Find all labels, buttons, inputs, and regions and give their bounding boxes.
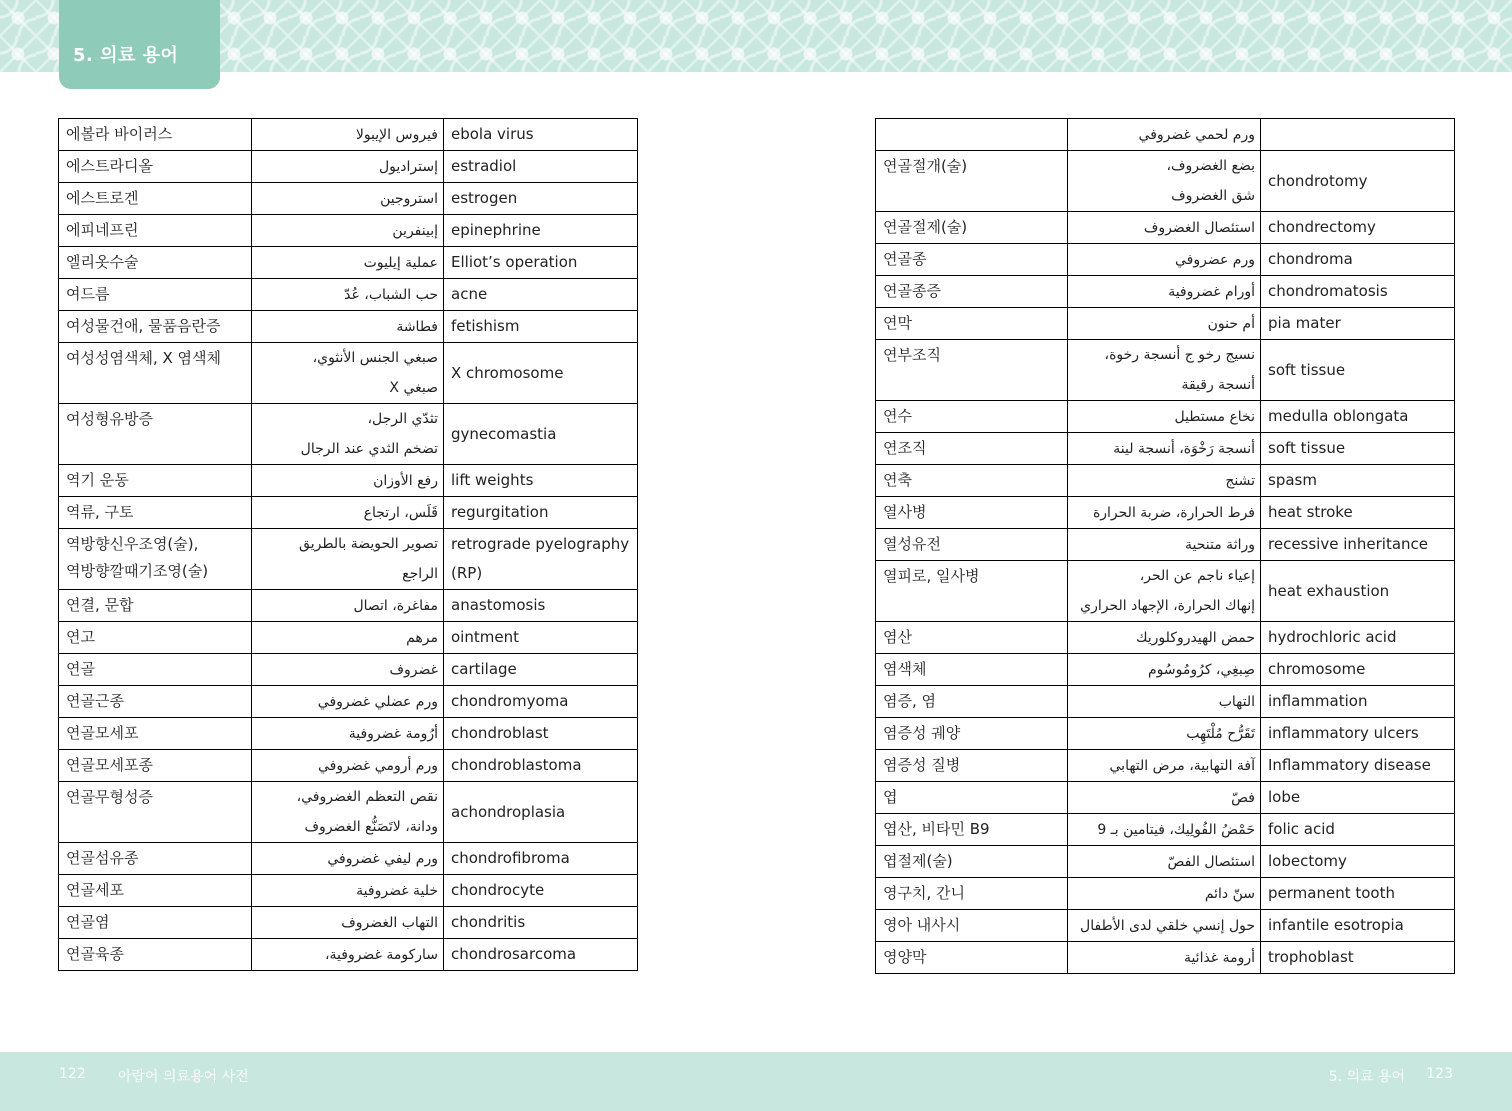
english-term: estrogen [444,183,638,215]
korean-term: 엽절제(술) [876,846,1068,878]
arabic-term: حول إنسي خلقي لدى الأطفال [1068,910,1261,942]
arabic-term: ورم لحمي غضروفي [1068,119,1261,151]
english-term: ointment [444,622,638,654]
korean-term: 에스트라디올 [59,151,252,183]
english-term: chondroblast [444,718,638,750]
arabic-term: تثدّي الرجل، تضخم الثدي عند الرجال [252,404,444,465]
table-row [59,465,638,497]
arabic-term: ورم ليفي غضروفي [252,843,444,875]
table-row [59,279,638,311]
korean-term: 연조직 [876,433,1068,465]
english-term: recessive inheritance [1261,529,1455,561]
korean-term: 연골육종 [59,939,252,971]
table-row [59,247,638,279]
table-row [876,622,1455,654]
arabic-term: غضروف [252,654,444,686]
english-term: infantile esotropia [1261,910,1455,942]
arabic-term: صِبغِي، كرُومُوسُوم [1068,654,1261,686]
table-row [59,622,638,654]
table-row [876,433,1455,465]
table-row [876,497,1455,529]
table-row [59,215,638,247]
glossary-table-left [58,118,638,971]
arabic-term: تصوير الحويضة بالطريق الراجع [252,529,444,590]
korean-term: 여성물건애, 물품음란증 [59,311,252,343]
english-term: chondroma [1261,244,1455,276]
table-row [59,654,638,686]
table-row [876,401,1455,433]
korean-term: 연막 [876,308,1068,340]
english-term: permanent tooth [1261,878,1455,910]
arabic-term: فطاشة [252,311,444,343]
korean-term: 연골종증 [876,276,1068,308]
page-footer [0,1052,1512,1111]
arabic-term: أنسجة رَخْوَة، أنسجة لينة [1068,433,1261,465]
arabic-term: إبينفرين [252,215,444,247]
arabic-term: ورم عضلي غضروفي [252,686,444,718]
korean-term: 연골무형성증 [59,782,252,843]
arabic-term: نخاع مستطيل [1068,401,1261,433]
table-row [876,308,1455,340]
page-number-right: 123 [1426,1066,1453,1082]
korean-term: 연부조직 [876,340,1068,401]
english-term: spasm [1261,465,1455,497]
arabic-term: حب الشباب، عُدّ [252,279,444,311]
english-term: hydrochloric acid [1261,622,1455,654]
english-term: cartilage [444,654,638,686]
english-term: retrograde pyelography (RP) [444,529,638,590]
table-row [876,654,1455,686]
korean-term: 염산 [876,622,1068,654]
table-row [876,340,1455,401]
korean-term: 염증, 염 [876,686,1068,718]
english-term: ebola virus [444,119,638,151]
arabic-term: تشنج [1068,465,1261,497]
table-row [876,529,1455,561]
table-row [876,942,1455,974]
korean-term: 연수 [876,401,1068,433]
table-row [59,119,638,151]
korean-term: 연골모세포 [59,718,252,750]
korean-term: 열사병 [876,497,1068,529]
chapter-tab [59,0,220,89]
korean-term: 역류, 구토 [59,497,252,529]
arabic-term: فصّ [1068,782,1261,814]
table-row [59,590,638,622]
english-term: chondritis [444,907,638,939]
english-term: chondrofibroma [444,843,638,875]
table-row [59,907,638,939]
arabic-term: بضع الغضروف، شق الغضروف [1068,151,1261,212]
arabic-term: وراثة متنحية [1068,529,1261,561]
table-row [876,878,1455,910]
english-term: chondrectomy [1261,212,1455,244]
arabic-term: التهاب [1068,686,1261,718]
english-term: inflammation [1261,686,1455,718]
table-row [59,875,638,907]
korean-term: 연골모세포종 [59,750,252,782]
arabic-term: صبغي الجنس الأنثوي، صبغي X [252,343,444,404]
korean-term: 연고 [59,622,252,654]
book-title: 아랍어 의료용어 사전 [118,1069,249,1085]
arabic-term: استئصال الفصّ [1068,846,1261,878]
table-row [876,119,1455,151]
arabic-term: ورم أرومي غضروفي [252,750,444,782]
table-row [59,311,638,343]
korean-term: 영양막 [876,942,1068,974]
table-row [59,686,638,718]
table-row [876,782,1455,814]
english-term [1261,119,1455,151]
korean-term: 에피네프린 [59,215,252,247]
table-row [59,497,638,529]
arabic-term: حَمْضُ الفُولِيك، فيتامين بـ 9 [1068,814,1261,846]
table-row [59,404,638,465]
english-term: X chromosome [444,343,638,404]
english-term: Elliot’s operation [444,247,638,279]
korean-term: 여성형유방증 [59,404,252,465]
table-row [59,151,638,183]
english-term: heat exhaustion [1261,561,1455,622]
korean-term: 연골 [59,654,252,686]
table-row [876,718,1455,750]
table-row [59,343,638,404]
table-row [876,151,1455,212]
arabic-term: استروجين [252,183,444,215]
english-term: anastomosis [444,590,638,622]
korean-term: 엽산, 비타민 B9 [876,814,1068,846]
table-row [876,276,1455,308]
korean-term: 에볼라 바이러스 [59,119,252,151]
korean-term: 엘리옷수술 [59,247,252,279]
arabic-term: أرومة غذائية [1068,942,1261,974]
korean-term: 염증성 질병 [876,750,1068,782]
table-row [59,843,638,875]
arabic-term: سنّ دائم [1068,878,1261,910]
table-row [59,939,638,971]
arabic-term: ورم عضروفي [1068,244,1261,276]
korean-term: 연골근종 [59,686,252,718]
korean-term: 여성성염색체, X 염색체 [59,343,252,404]
arabic-term: رفع الأوزان [252,465,444,497]
korean-term: 연골섬유종 [59,843,252,875]
arabic-term: مفاغرة، اتصال [252,590,444,622]
korean-term: 염색체 [876,654,1068,686]
arabic-term: التهاب الغضروف [252,907,444,939]
table-row [59,718,638,750]
arabic-term: أورام غضروفية [1068,276,1261,308]
english-term: chondroblastoma [444,750,638,782]
korean-term [876,119,1068,151]
korean-term: 역방향신우조영(술), 역방향깔때기조영(술) [59,529,252,590]
english-term: chondrotomy [1261,151,1455,212]
arabic-term: استئصال الغضروف [1068,212,1261,244]
arabic-term: نقص التعظم الغضروفي، ودانة، لاتَصَنُّع الغضروف [252,782,444,843]
english-term: epinephrine [444,215,638,247]
english-term: chondromatosis [1261,276,1455,308]
english-term: chondromyoma [444,686,638,718]
english-term: chondrocyte [444,875,638,907]
table-row [876,244,1455,276]
english-term: lift weights [444,465,638,497]
english-term: gynecomastia [444,404,638,465]
table-row [59,782,638,843]
korean-term: 연결, 문합 [59,590,252,622]
table-row [59,750,638,782]
korean-term: 연골세포 [59,875,252,907]
english-term: trophoblast [1261,942,1455,974]
arabic-term: فرط الحرارة، ضربة الحرارة [1068,497,1261,529]
english-term: fetishism [444,311,638,343]
arabic-term: تَقَرُّح مُلْتَهِب [1068,718,1261,750]
table-row [876,814,1455,846]
table-row [876,212,1455,244]
english-term: chondrosarcoma [444,939,638,971]
korean-term: 연골염 [59,907,252,939]
table-row [876,465,1455,497]
english-term: lobe [1261,782,1455,814]
english-term: folic acid [1261,814,1455,846]
arabic-term: حمض الهيدروكلوريك [1068,622,1261,654]
korean-term: 여드름 [59,279,252,311]
table-row [876,686,1455,718]
korean-term: 연골절제(술) [876,212,1068,244]
table-row [876,750,1455,782]
table-row [59,529,638,590]
english-term: soft tissue [1261,433,1455,465]
korean-term: 영아 내사시 [876,910,1068,942]
korean-term: 연축 [876,465,1068,497]
korean-term: 엽 [876,782,1068,814]
arabic-term: آفة التهابية، مرض التهابي [1068,750,1261,782]
arabic-term: إستراديول [252,151,444,183]
korean-term: 열피로, 일사병 [876,561,1068,622]
english-term: Inflammatory disease [1261,750,1455,782]
table-row [59,183,638,215]
english-term: heat stroke [1261,497,1455,529]
footer-chapter-label: 5. 의료 용어 [1328,1069,1405,1085]
glossary-table-right [875,118,1455,974]
page-number-left: 122 [59,1066,86,1082]
arabic-term: أرُومة غضروفية [252,718,444,750]
arabic-term: ساركومة غضروفية، [252,939,444,971]
arabic-term: فيروس الإيبولا [252,119,444,151]
english-term: medulla oblongata [1261,401,1455,433]
korean-term: 영구치, 간니 [876,878,1068,910]
korean-term: 역기 운동 [59,465,252,497]
english-term: acne [444,279,638,311]
english-term: chromosome [1261,654,1455,686]
korean-term: 염증성 궤양 [876,718,1068,750]
arabic-term: نسيج رخو ج أنسجة رخوة، أنسجة رقيقة [1068,340,1261,401]
arabic-term: عملية إيليوت [252,247,444,279]
chapter-tab-label: 5. 의료 용어 [73,45,179,66]
english-term: soft tissue [1261,340,1455,401]
korean-term: 연골절개(술) [876,151,1068,212]
korean-term: 열성유전 [876,529,1068,561]
korean-term: 에스트로겐 [59,183,252,215]
english-term: inflammatory ulcers [1261,718,1455,750]
arabic-term: خلية غضروفية [252,875,444,907]
arabic-term: قَلَس، ارتجاع [252,497,444,529]
header-pattern-band [0,0,1512,72]
arabic-term: إعياء ناجم عن الحر، إنهاك الحرارة، الإجهاد الحراري [1068,561,1261,622]
table-row [876,910,1455,942]
english-term: estradiol [444,151,638,183]
english-term: lobectomy [1261,846,1455,878]
table-row [876,846,1455,878]
english-term: pia mater [1261,308,1455,340]
english-term: achondroplasia [444,782,638,843]
korean-term: 연골종 [876,244,1068,276]
arabic-term: أم حنون [1068,308,1261,340]
english-term: regurgitation [444,497,638,529]
table-row [876,561,1455,622]
arabic-term: مرهم [252,622,444,654]
